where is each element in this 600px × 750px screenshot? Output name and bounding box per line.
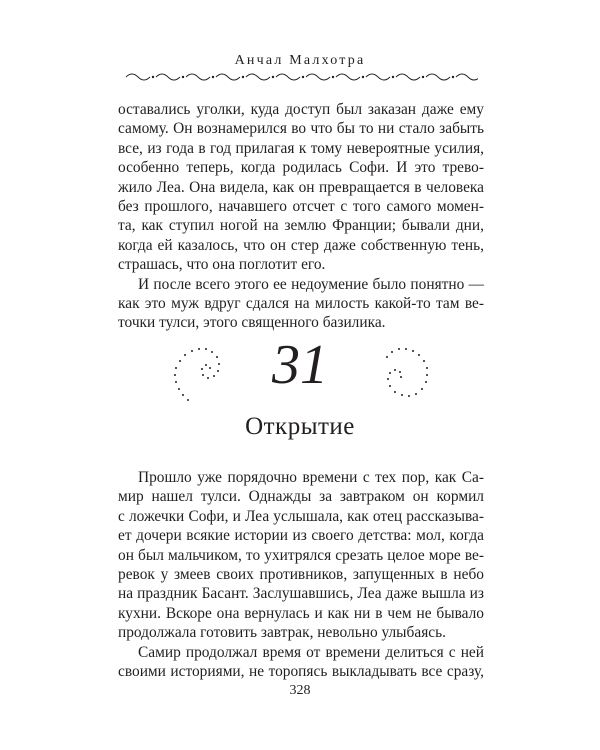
text-line: на праздник Басант. Заслушавшись, Леа даже вышла из [118, 585, 484, 603]
text-line: без прошлого, начавшего отсчет с того самого момен- [118, 198, 484, 216]
text-line: страшась, что она поглотит его. [118, 256, 326, 274]
text-line: продолжала готовить завтрак, невольно улыбаясь. [118, 624, 446, 642]
text-line: своими историями, не торопясь выкладывать все сразу, [118, 663, 484, 681]
text-line: кухни. Вскоре она вернулась и как ни в чем не бывало [118, 604, 484, 622]
running-header: Анчал Малхотра [234, 53, 366, 68]
text-line: все, из года в год прилагая к тому невероятные усилия, [118, 139, 484, 157]
text-line: точки тулси, этого священного базилика. [118, 314, 386, 332]
text-line: он был мальчиком, то ухитрялся срезать целое море ве- [118, 546, 484, 564]
top-text-block [118, 100, 484, 333]
text-line: как это муж вдруг сдался на милость какой-то там ве- [118, 295, 484, 313]
text-line: жило Леа. Она видела, как он превращается в человека [118, 178, 484, 196]
chapter-number: 31 [272, 334, 328, 396]
text-line: Прошло уже порядочно времени с тех пор, как Са- [138, 469, 484, 486]
page-number: 328 [289, 683, 311, 698]
text-line: оставались уголки, куда доступ был заказан даже ему [118, 101, 484, 118]
text-line: мир нашел тулси. Однажды за завтраком он кормил [118, 488, 484, 506]
right-swirl-ornament [372, 340, 434, 410]
text-line: Самир продолжал время от времени делиться с ней [138, 643, 484, 661]
text-line: особенно теперь, когда родилась Софи. И это трево- [118, 159, 484, 177]
text-line: когда ей казалось, что он стер даже собственную тень, [118, 236, 484, 254]
chapter-title: Открытие [245, 413, 355, 440]
bottom-text-block [118, 468, 484, 681]
header-ornament [122, 70, 478, 84]
text-line: ревок у змеев своих противников, запущенных в небо [118, 566, 484, 584]
text-line: ет дочери всякие истории из своего детства: мол, когда [118, 527, 484, 545]
text-line: самому. Он вознамерился во что бы то ни стало забыть [118, 120, 484, 138]
text-line: та, как ступил ногой на землю Франции; бывали дни, [118, 217, 484, 235]
text-line: с ложечки Софи, и Леа услышала, как отец рассказыва- [118, 507, 484, 525]
text-line: И после всего этого ее недоумение было понятно — [138, 275, 484, 293]
